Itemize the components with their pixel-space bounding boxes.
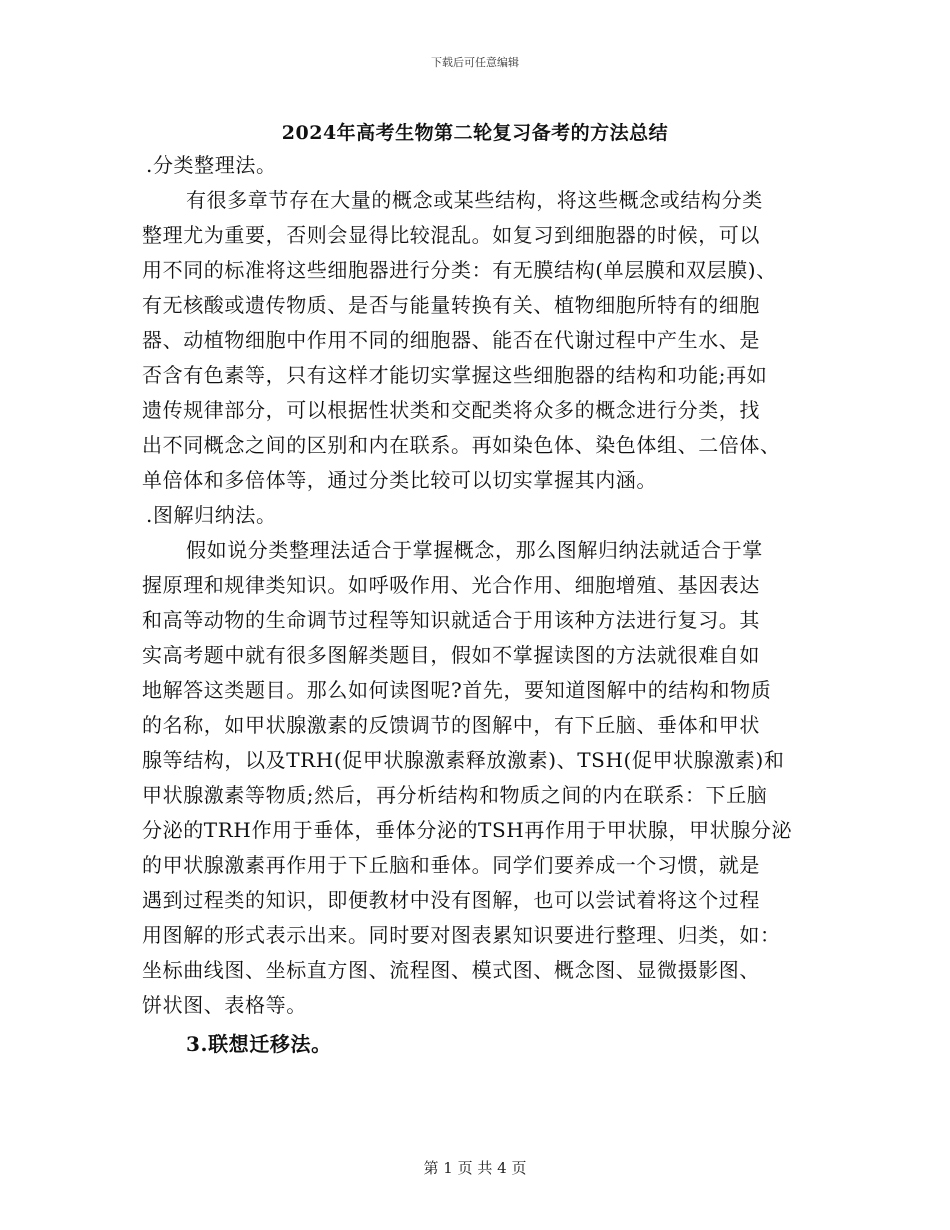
paragraph-line: 否含有色素等，只有这样才能切实掌握这些细胞器的结构和功能;再如 — [142, 363, 768, 387]
document-title: 2024年高考生物第二轮复习备考的方法总结 — [281, 122, 669, 144]
paragraph-line: 腺等结构，以及TRH(促甲状腺激素释放激素)、TSH(促甲状腺激素)和 — [142, 748, 785, 772]
paragraph-line: 分泌的TRH作用于垂体，垂体分泌的TSH再作用于甲状腺，甲状腺分泌 — [142, 818, 793, 842]
paragraph-line: 单倍体和多倍体等，通过分类比较可以切实掌握其内涵。 — [142, 468, 657, 492]
page-number: 第 1 页 共 4 页 — [423, 1159, 527, 1177]
paragraph-line: 的名称，如甲状腺激素的反馈调节的图解中，有下丘脑、垂体和甲状 — [142, 713, 760, 737]
section-heading-classification: .分类整理法。 — [146, 153, 277, 177]
paragraph-line: 有无核酸或遗传物质、是否与能量转换有关、植物细胞所特有的细胞 — [142, 293, 760, 317]
paragraph-line: 遗传规律部分，可以根据性状类和交配类将众多的概念进行分类，找 — [142, 398, 760, 422]
paragraph-line: 实高考题中就有很多图解类题目，假如不掌握读图的方法就很难自如 — [142, 643, 760, 667]
header-note: 下载后可任意编辑 — [431, 56, 519, 69]
section-heading-diagram: .图解归纳法。 — [146, 503, 277, 527]
paragraph-line: 有很多章节存在大量的概念或某些结构，将这些概念或结构分类 — [186, 188, 763, 212]
paragraph-line: 出不同概念之间的区别和内在联系。再如染色体、染色体组、二倍体、 — [142, 433, 781, 457]
paragraph-line: 用不同的标准将这些细胞器进行分类：有无膜结构(单层膜和双层膜)、 — [142, 258, 777, 282]
paragraph-line: 坐标曲线图、坐标直方图、流程图、模式图、概念图、显微摄影图、 — [142, 958, 760, 982]
paragraph-line: 握原理和规律类知识。如呼吸作用、光合作用、细胞增殖、基因表达 — [142, 573, 760, 597]
paragraph-line: 和高等动物的生命调节过程等知识就适合于用该种方法进行复习。其 — [142, 608, 760, 632]
paragraph-line: 假如说分类整理法适合于掌握概念，那么图解归纳法就适合于掌 — [186, 538, 763, 562]
paragraph-line: 地解答这类题目。那么如何读图呢?首先，要知道图解中的结构和物质 — [142, 678, 772, 702]
paragraph-line: 整理尤为重要，否则会显得比较混乱。如复习到细胞器的时候，可以 — [142, 223, 760, 247]
document-body — [142, 148, 812, 1062]
paragraph-line: 甲状腺激素等物质;然后，再分析结构和物质之间的内在联系：下丘脑 — [142, 783, 768, 807]
paragraph-line: 器、动植物细胞中作用不同的细胞器、能否在代谢过程中产生水、是 — [142, 328, 760, 352]
section-heading-association: 3.联想迁移法。 — [186, 1032, 332, 1056]
paragraph-line: 的甲状腺激素再作用于下丘脑和垂体。同学们要养成一个习惯，就是 — [142, 853, 760, 877]
paragraph-line: 用图解的形式表示出来。同时要对图表累知识要进行整理、归类，如： — [142, 923, 781, 947]
paragraph-line: 饼状图、表格等。 — [142, 993, 307, 1017]
paragraph-line: 遇到过程类的知识，即便教材中没有图解，也可以尝试着将这个过程 — [142, 888, 760, 912]
